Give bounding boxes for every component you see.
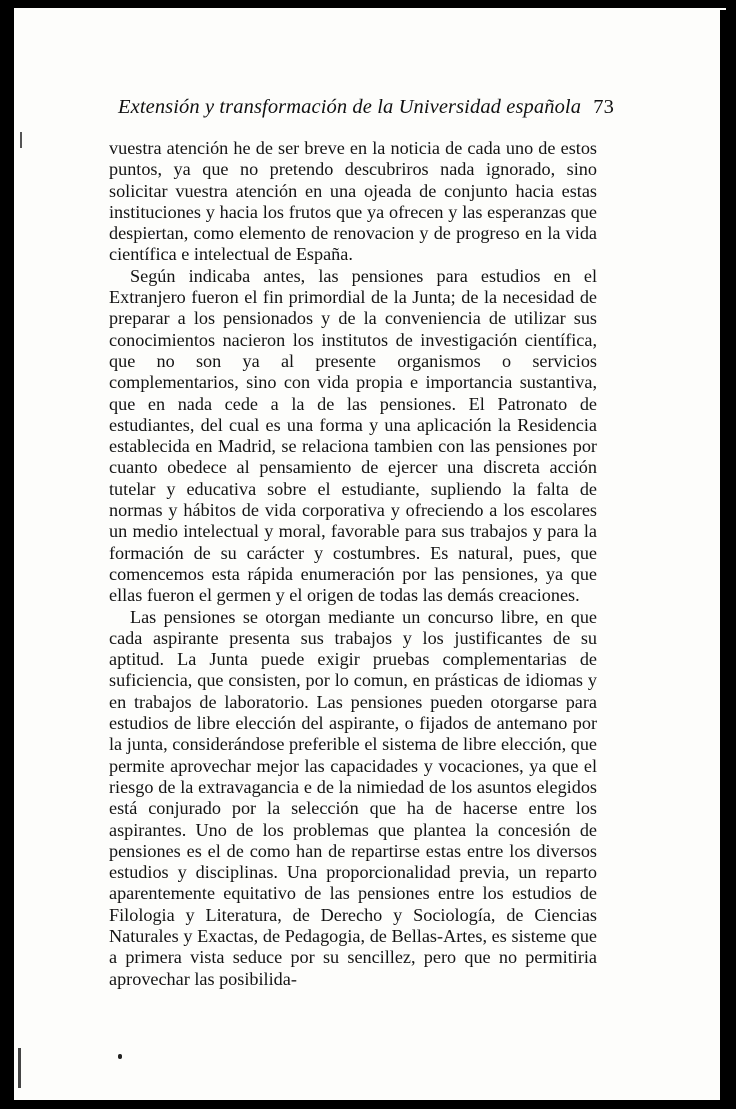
body-text xyxy=(109,138,597,990)
scan-speck xyxy=(20,132,22,148)
ink-dot xyxy=(118,1054,122,1059)
paragraph: vuestra atención he de ser breve en la noticia de cada uno de estos puntos, ya que no pretendo descubriros nada ignorado, sino solicitar vuestra atención en una ojeada de conjunto hacia estas instituciones y hacia los frutos que ya ofrecen y las esperanzas que despiertan, como elemento de renovacion y de progreso en la vida científica e intelectual de España. xyxy=(109,138,597,265)
book-page xyxy=(14,8,726,1100)
paragraph: Según indicaba antes, las pensiones para estudios en el Extranjero fueron el fin primordial de la Junta; de la necesidad de preparar a los pensionados y de la conveniencia de utilizar sus conocimientos nacieron los institutos de investigación científica, que no son ya al presente organismos o servicios complementarios, sino con vida propia e importancia sustantiva, que en nada cede a la de las pensiones. El Patronato de estudiantes, del cual es una forma y una aplicación la Residencia establecida en Madrid, se relaciona tambien con las pensiones por cuanto obedece al pensamiento de ejercer una discreta acción tutelar y educativa sobre el estudiante, supliendo la falta de normas y hábitos de vida corporativa y ofreciendo a los escolares un medio intelectual y moral, favorable para sus trabajos y para la formación de su carácter y costumbres. Es natural, pues, que comencemos esta rápida enumeración por las pensiones, ya que ellas fueron el germen y el origen de todas las demás creaciones. xyxy=(109,265,597,606)
running-title: Extensión y transformación de la Universidad española xyxy=(118,96,582,118)
paragraph: Las pensiones se otorgan mediante un concurso libre, en que cada aspirante presenta sus trabajos y los justificantes de su aptitud. La Junta puede exigir pruebas complementarias de suficiencia, que consisten, por lo comun, en prásticas de idiomas y en trabajos de laboratorio. Las pensiones pueden otorgarse para estudios de libre elección del aspirante, o fijados de antemano por la junta, considerándose preferible el sistema de libre elección, que permite aprovechar mejor las capacidades y vocaciones, ya que el riesgo de la extravagancia e de la nimiedad de los asuntos elegidos está conjurado por la selección que ha de hacerse entre los aspirantes. Uno de los problemas que plantea la concesión de pensiones es el de como han de repartirse estas entre los diversos estudios y disciplinas. Una proporcionalidad previa, un reparto aparentemente equitativo de las pensiones entre los estudios de Filologia y Literatura, de Derecho y Sociología, de Ciencias Naturales y Exactas, de Pedagogia, de Bellas-Artes, es sisteme que a primera vista seduce por su sencillez, pero que no permitiria aprovechar las posibilida- xyxy=(109,606,597,989)
scan-border xyxy=(720,10,726,1102)
scan-speck xyxy=(18,1048,21,1088)
page-number: 73 xyxy=(593,96,614,118)
running-header xyxy=(118,96,614,122)
